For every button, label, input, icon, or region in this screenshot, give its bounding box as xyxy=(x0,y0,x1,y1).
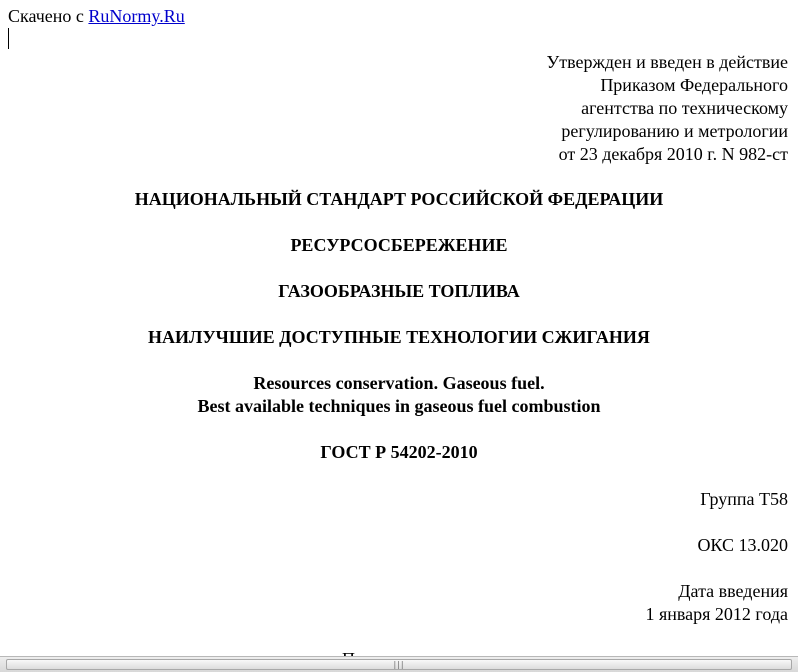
english-title xyxy=(0,372,798,418)
scrollbar-thumb[interactable] xyxy=(6,659,792,670)
text-cursor xyxy=(8,28,9,49)
gaseous-fuels-heading: ГАЗООБРАЗНЫЕ ТОПЛИВА xyxy=(278,281,520,301)
national-standard-heading: НАЦИОНАЛЬНЫЙ СТАНДАРТ РОССИЙСКОЙ ФЕДЕРАЦИИ xyxy=(134,189,664,209)
approval-line: Приказом Федерального xyxy=(600,75,788,95)
best-techniques-heading: НАИЛУЧШИЕ ДОСТУПНЫЕ ТЕХНОЛОГИИ СЖИГАНИЯ xyxy=(148,327,650,347)
intro-date-label: Дата введения xyxy=(678,581,788,601)
horizontal-scrollbar[interactable] xyxy=(0,656,798,672)
source-line xyxy=(8,5,185,27)
oks-code: ОКС 13.020 xyxy=(697,535,788,555)
introduction-date-block xyxy=(645,580,788,626)
english-title-line: Best available techniques in gaseous fuel combustion xyxy=(197,396,601,416)
source-prefix: Скачено с xyxy=(8,6,84,26)
resource-saving-heading: РЕСУРСОСБЕРЕЖЕНИЕ xyxy=(290,235,508,255)
approval-line: Утвержден и введен в действие xyxy=(546,52,788,72)
group-code: Группа Т58 xyxy=(700,489,788,509)
english-title-line: Resources conservation. Gaseous fuel. xyxy=(253,373,545,393)
intro-date-value: 1 января 2012 года xyxy=(645,604,788,624)
runormy-link[interactable]: RuNormy.Ru xyxy=(88,6,185,26)
approval-block xyxy=(546,51,788,166)
grip-lines-icon: ||| xyxy=(393,660,405,669)
approval-line: от 23 декабря 2010 г. N 982-ст xyxy=(558,144,788,164)
gost-number: ГОСТ Р 54202-2010 xyxy=(320,442,478,462)
approval-line: агентства по техническому xyxy=(581,98,788,118)
approval-line: регулированию и метрологии xyxy=(561,121,788,141)
